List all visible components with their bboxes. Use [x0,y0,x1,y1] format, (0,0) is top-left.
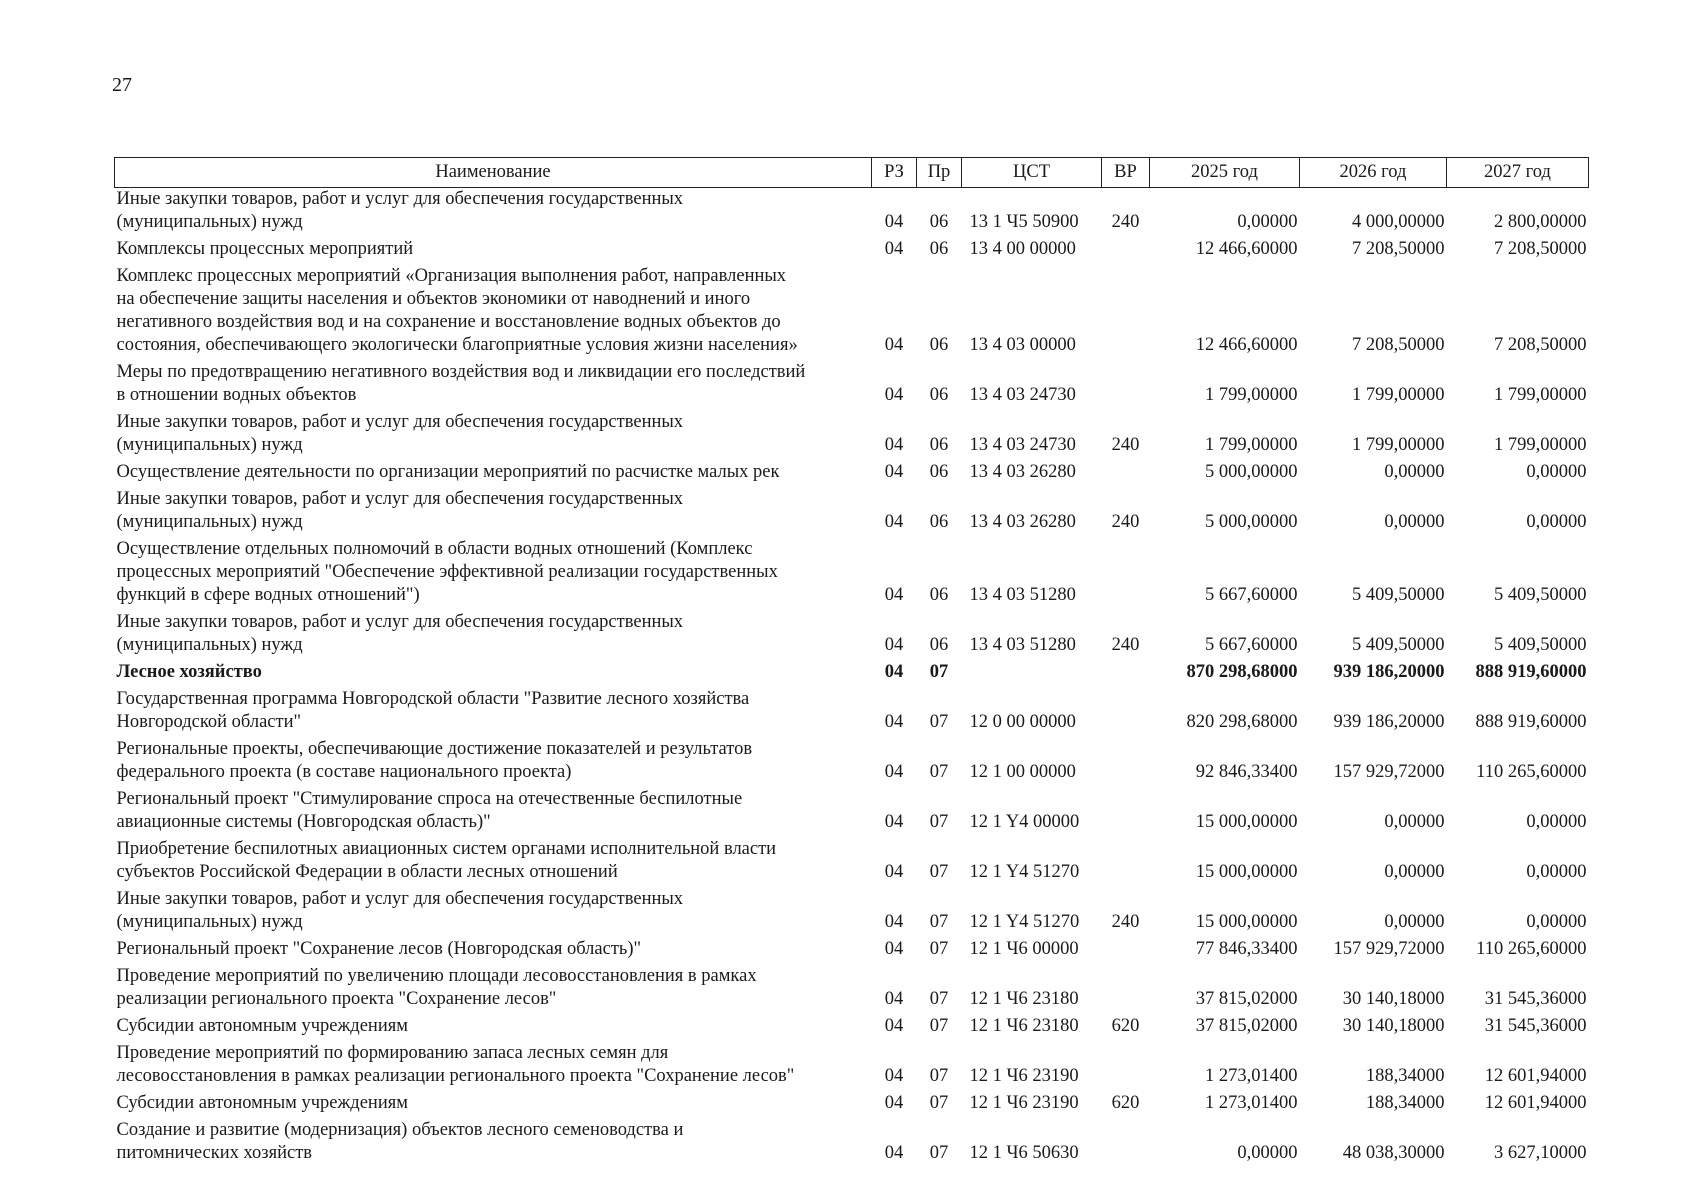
row-2027: 110 265,60000 [1476,939,1587,959]
row-name: Иные закупки товаров, работ и услуг для обеспечения государственных (муниципальных) нужд [116,612,684,655]
row-name: Проведение мероприятий по увеличению площади лесовосстановления в рамках реализации регионального проекта "Сохранение лесов" [116,966,757,1009]
row-rz: 04 [884,1016,904,1036]
table-header-row [115,158,1589,188]
row-vr: 240 [1111,435,1140,455]
row-cst: 12 1 Ч6 23190 [969,1066,1079,1086]
row-name: Региональный проект "Стимулирование спроса на отечественные беспилотные авиационные системы (Новгородская область)" [116,789,743,832]
row-rz: 04 [884,989,904,1009]
row-2025: 77 846,33400 [1195,939,1298,959]
table-body [115,188,1589,1170]
table-row [115,688,1589,738]
row-2027: 31 545,36000 [1484,989,1587,1009]
row-2025: 5 000,00000 [1205,512,1298,532]
row-2025: 5 667,60000 [1205,585,1298,605]
row-pr: 06 [929,512,949,532]
row-2027: 5 409,50000 [1494,585,1587,605]
row-pr: 07 [929,1066,949,1086]
row-rz: 04 [884,335,904,355]
row-rz: 04 [884,385,904,405]
row-2026: 48 038,30000 [1342,1143,1445,1163]
row-pr: 06 [929,585,949,605]
row-2025: 15 000,00000 [1195,862,1298,882]
row-2027: 888 919,60000 [1475,712,1587,732]
row-2025: 0,00000 [1237,212,1298,232]
table-row [115,788,1589,838]
row-2025: 1 799,00000 [1205,385,1298,405]
row-2027: 0,00000 [1526,912,1587,932]
header-pr: Пр [917,158,962,188]
row-2027: 0,00000 [1526,862,1587,882]
row-pr: 07 [929,1016,949,1036]
row-2025: 12 466,60000 [1195,239,1298,259]
row-vr: 620 [1111,1093,1140,1113]
row-name: Иные закупки товаров, работ и услуг для обеспечения государственных (муниципальных) нужд [116,412,684,455]
row-rz: 04 [884,912,904,932]
row-2025: 92 846,33400 [1195,762,1298,782]
row-2026: 30 140,18000 [1342,1016,1445,1036]
row-vr [1102,538,1150,611]
row-2026: 7 208,50000 [1352,335,1445,355]
row-2027: 0,00000 [1526,512,1587,532]
row-pr: 07 [929,812,949,832]
row-rz: 04 [884,212,904,232]
row-rz: 04 [884,939,904,959]
row-name: Комплексы процессных мероприятий [116,239,414,259]
page-number: 27 [112,74,132,96]
table-row [115,538,1589,611]
row-rz: 04 [884,512,904,532]
row-2027: 1 799,00000 [1494,435,1587,455]
row-cst: 12 1 Y4 51270 [969,912,1080,932]
row-2026: 939 186,20000 [1333,662,1445,682]
row-pr: 06 [929,635,949,655]
row-pr: 07 [929,989,949,1009]
row-2025: 15 000,00000 [1195,812,1298,832]
row-rz: 04 [884,1093,904,1113]
row-rz: 04 [884,862,904,882]
row-2026: 7 208,50000 [1352,239,1445,259]
row-cst: 13 4 03 24730 [969,435,1076,455]
row-cst: 12 1 Ч6 23190 [969,1093,1079,1113]
row-vr [1102,965,1150,1015]
row-rz: 04 [884,762,904,782]
header-2025: 2025 год [1150,158,1300,188]
row-pr: 07 [929,912,949,932]
row-2026: 0,00000 [1384,912,1445,932]
row-2026: 4 000,00000 [1352,212,1445,232]
row-2026: 939 186,20000 [1333,712,1445,732]
row-cst: 12 1 Ч6 50630 [969,1143,1079,1163]
row-pr: 07 [929,662,949,682]
header-2027: 2027 год [1447,158,1589,188]
table-row [115,488,1589,538]
row-name: Иные закупки товаров, работ и услуг для обеспечения государственных (муниципальных) нужд [116,889,684,932]
row-2027: 12 601,94000 [1484,1066,1587,1086]
row-vr [1102,265,1150,361]
row-name: Комплекс процессных мероприятий «Организация выполнения работ, направленных на обеспечение защиты населения и объектов экономики от наводнений и иного негативного воздействия вод и на сохранение и восстановление водных объектов до состояния, обеспечивающего экологически благоприятные условия жизни населения» [116,266,798,355]
row-name: Осуществление отдельных полномочий в области водных отношений (Комплекс процессных мероприятий "Обеспечение эффективной реализации государственных функций в сфере водных отношений") [116,539,778,605]
row-2026: 0,00000 [1384,462,1445,482]
table-row [115,888,1589,938]
row-cst: 13 4 03 51280 [969,585,1076,605]
row-2025: 5 667,60000 [1205,635,1298,655]
row-name: Иные закупки товаров, работ и услуг для обеспечения государственных (муниципальных) нужд [116,189,684,232]
header-vr: ВР [1102,158,1150,188]
row-name: Лесное хозяйство [116,662,262,682]
table-row [115,611,1589,661]
row-vr [1102,938,1150,965]
row-cst: 13 4 03 26280 [969,462,1076,482]
table-row [115,1042,1589,1092]
row-pr: 07 [929,1093,949,1113]
row-rz: 04 [884,585,904,605]
row-rz: 04 [884,462,904,482]
row-pr: 07 [929,1143,949,1163]
row-name: Меры по предотвращению негативного воздействия вод и ликвидации его последствий в отношении водных объектов [116,362,806,405]
row-2027: 7 208,50000 [1494,335,1587,355]
row-cst: 12 1 Ч6 00000 [969,939,1079,959]
row-2026: 5 409,50000 [1352,585,1445,605]
row-name: Субсидии автономным учреждениям [116,1093,408,1113]
row-rz: 04 [884,635,904,655]
row-name: Создание и развитие (модернизация) объектов лесного семеноводства и питомнических хозяйств [116,1120,684,1163]
row-rz: 04 [884,1143,904,1163]
table-row [115,838,1589,888]
table-row [115,938,1589,965]
row-2025: 37 815,02000 [1195,1016,1298,1036]
row-vr [1102,838,1150,888]
row-vr [1102,238,1150,265]
row-2027: 1 799,00000 [1494,385,1587,405]
row-2026: 188,34000 [1365,1066,1445,1086]
row-2026: 0,00000 [1384,862,1445,882]
row-2027: 0,00000 [1526,812,1587,832]
row-pr: 07 [929,939,949,959]
row-cst: 13 4 03 26280 [969,512,1076,532]
row-2026: 30 140,18000 [1342,989,1445,1009]
row-2025: 15 000,00000 [1195,912,1298,932]
table-row [115,361,1589,411]
row-name: Приобретение беспилотных авиационных систем органами исполнительной власти субъектов Российской Федерации в области лесных отношений [116,839,777,882]
row-2026: 0,00000 [1384,812,1445,832]
row-vr [1102,788,1150,838]
row-vr [1102,1042,1150,1092]
row-name: Иные закупки товаров, работ и услуг для обеспечения государственных (муниципальных) нужд [116,489,684,532]
row-2025: 870 298,68000 [1186,662,1298,682]
row-2027: 2 800,00000 [1494,212,1587,232]
row-name: Осуществление деятельности по организации мероприятий по расчистке малых рек [116,462,780,482]
row-pr: 07 [929,762,949,782]
header-2026: 2026 год [1300,158,1447,188]
table-row [115,188,1589,239]
row-pr: 06 [929,462,949,482]
row-2025: 5 000,00000 [1205,462,1298,482]
budget-table [114,157,1589,1169]
row-vr: 620 [1111,1016,1140,1036]
row-2027: 31 545,36000 [1484,1016,1587,1036]
row-vr [1102,738,1150,788]
row-2027: 888 919,60000 [1475,662,1587,682]
row-cst: 13 4 03 00000 [969,335,1076,355]
row-2025: 12 466,60000 [1195,335,1298,355]
row-pr: 07 [929,712,949,732]
row-2027: 3 627,10000 [1494,1143,1587,1163]
row-vr: 240 [1111,912,1140,932]
row-2025: 1 273,01400 [1205,1093,1298,1113]
row-2026: 5 409,50000 [1352,635,1445,655]
row-name: Субсидии автономным учреждениям [116,1016,408,1036]
header-cst: ЦСТ [962,158,1102,188]
row-2027: 110 265,60000 [1476,762,1587,782]
row-2025: 0,00000 [1237,1143,1298,1163]
row-cst: 13 4 03 51280 [969,635,1076,655]
row-2027: 7 208,50000 [1494,239,1587,259]
row-2027: 0,00000 [1526,462,1587,482]
table-row [115,1015,1589,1042]
table-row [115,661,1589,688]
row-pr: 06 [929,239,949,259]
table-row [115,411,1589,461]
row-cst: 13 1 Ч5 50900 [969,212,1079,232]
row-name: Государственная программа Новгородской области "Развитие лесного хозяйства Новгородской области" [116,689,750,732]
row-2025: 820 298,68000 [1186,712,1298,732]
table-row [115,965,1589,1015]
row-vr [1102,661,1150,688]
row-rz: 04 [884,712,904,732]
row-2027: 12 601,94000 [1484,1093,1587,1113]
row-pr: 06 [929,385,949,405]
table-row [115,1119,1589,1169]
row-pr: 06 [929,335,949,355]
row-vr: 240 [1111,512,1140,532]
row-rz: 04 [884,239,904,259]
row-cst: 12 1 Y4 51270 [969,862,1080,882]
table-row [115,738,1589,788]
row-vr: 240 [1111,635,1140,655]
row-2025: 1 273,01400 [1205,1066,1298,1086]
row-cst: 12 1 00 00000 [969,762,1076,782]
row-2026: 188,34000 [1365,1093,1445,1113]
row-vr: 240 [1111,212,1140,232]
row-name: Проведение мероприятий по формированию запаса лесных семян для лесовосстановления в рамках реализации регионального проекта "Сохранение лесов" [116,1043,795,1086]
row-pr: 06 [929,212,949,232]
header-rz: РЗ [872,158,917,188]
row-vr [1102,461,1150,488]
row-2026: 1 799,00000 [1352,435,1445,455]
row-cst: 12 1 Ч6 23180 [969,1016,1079,1036]
row-cst [962,661,1102,688]
table-row [115,1092,1589,1119]
row-cst: 12 1 Ч6 23180 [969,989,1079,1009]
table-row [115,238,1589,265]
row-name: Региональный проект "Сохранение лесов (Новгородская область)" [116,939,642,959]
row-cst: 13 4 03 24730 [969,385,1076,405]
row-cst: 12 1 Y4 00000 [969,812,1080,832]
row-cst: 12 0 00 00000 [969,712,1076,732]
row-2026: 0,00000 [1384,512,1445,532]
row-vr [1102,1119,1150,1169]
row-2027: 5 409,50000 [1494,635,1587,655]
table-row [115,461,1589,488]
row-2026: 1 799,00000 [1352,385,1445,405]
header-name: Наименование [115,158,872,188]
row-name: Региональные проекты, обеспечивающие достижение показателей и результатов федерального проекта (в составе национального проекта) [116,739,753,782]
row-2025: 1 799,00000 [1205,435,1298,455]
row-pr: 07 [929,862,949,882]
row-2026: 157 929,72000 [1333,762,1445,782]
row-rz: 04 [884,435,904,455]
row-vr [1102,688,1150,738]
row-cst: 13 4 00 00000 [969,239,1076,259]
row-rz: 04 [884,662,904,682]
table-row [115,265,1589,361]
row-2025: 37 815,02000 [1195,989,1298,1009]
row-rz: 04 [884,1066,904,1086]
row-rz: 04 [884,812,904,832]
row-pr: 06 [929,435,949,455]
row-2026: 157 929,72000 [1333,939,1445,959]
row-vr [1102,361,1150,411]
